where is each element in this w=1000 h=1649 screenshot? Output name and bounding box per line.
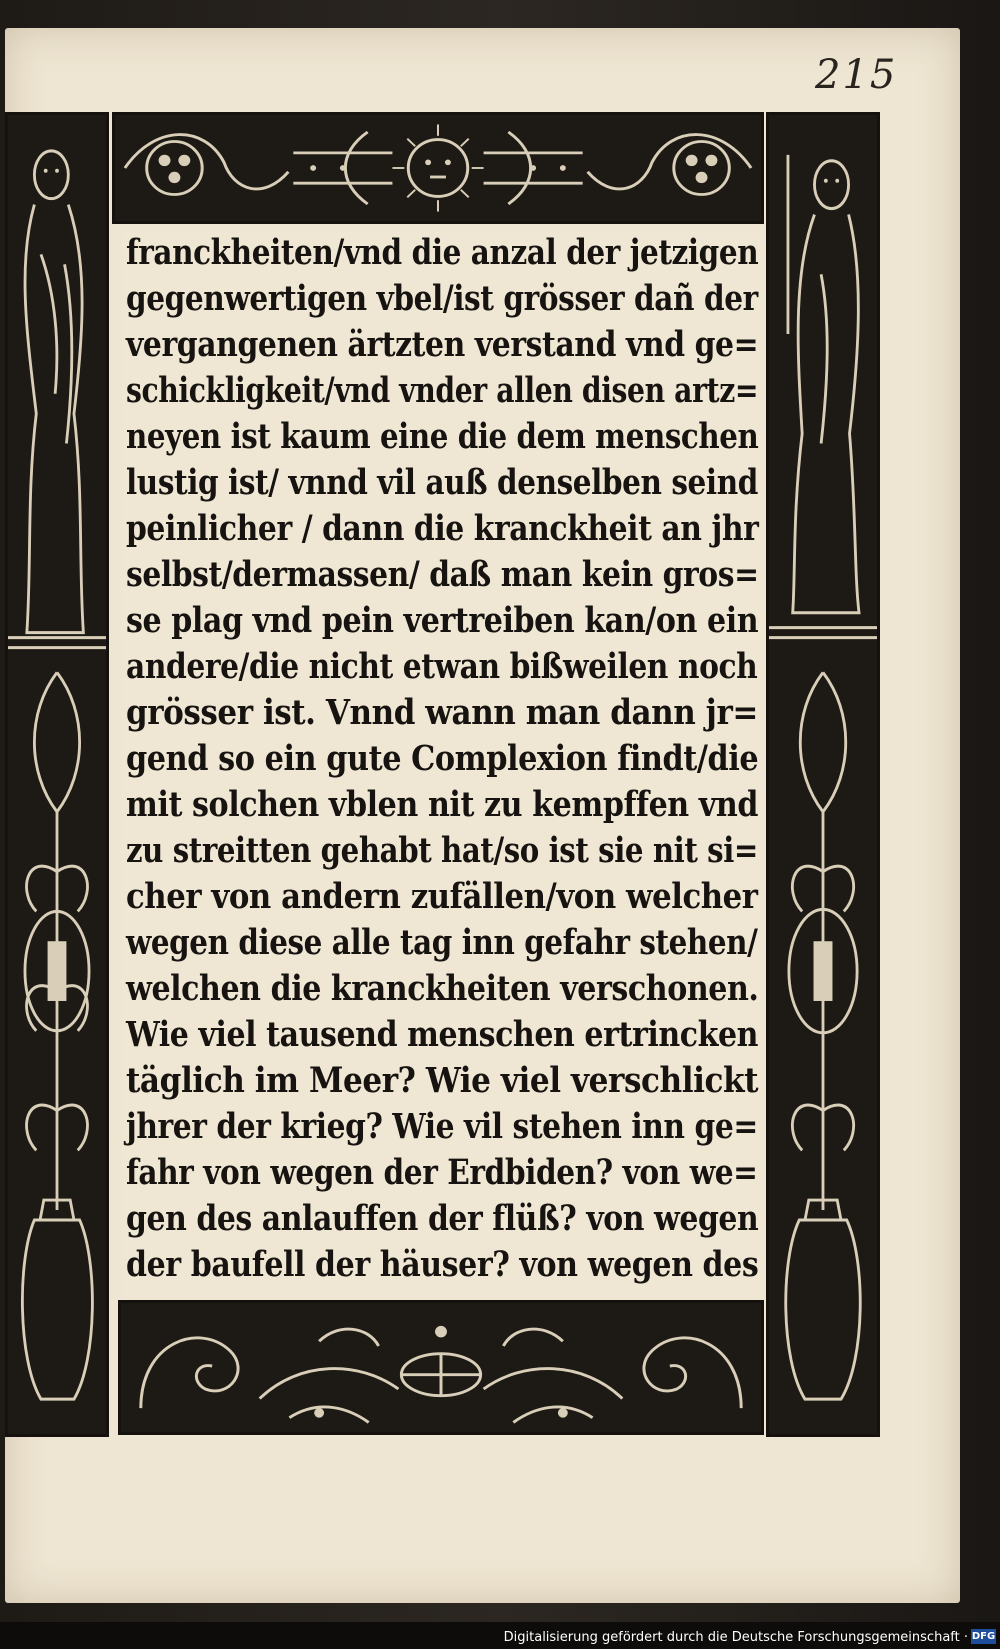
dfg-logo: DFG [971,1631,996,1642]
woman-figure-column-icon [8,115,106,1434]
text-line: neyen ist kaum eine die dem menschen [126,416,759,457]
right-woodcut-column [766,112,880,1437]
scrollwork-ornament-icon [121,1303,761,1432]
woman-figure-column-icon [769,115,877,1434]
text-line: peinlicher / dann die kranckheit an jhr [126,508,759,549]
text-line: gend so ein gute Complexion findt/die [126,738,759,779]
text-line: welchen die kranckheiten verschonen. [126,968,759,1009]
top-woodcut-panel [112,112,764,224]
text-line: wegen diese alle tag inn gefahr stehen/ [126,922,758,963]
text-line: gen des anlauffen der flüß? von wegen [126,1198,759,1239]
text-line: schickligkeit/vnd vnder allen disen artz= [126,370,759,411]
text-line: gegenwertigen vbel/ist grösser dañ der [126,278,758,319]
text-line: der baufell der häuser? von wegen des [126,1244,759,1285]
folio-number: 215 [815,52,898,98]
text-line: lustig ist/ vnnd vil auß denselben seind [126,462,758,503]
text-line: fahr von wegen der Erdbiden? von we= [126,1152,758,1193]
text-line: täglich im Meer? Wie viel verschlickt [126,1060,759,1101]
text-line: jhrer der krieg? Wie vil stehen inn ge= [126,1106,758,1147]
bottom-woodcut-panel [118,1300,764,1435]
funding-credit: Digitalisierung gefördert durch die Deutsche Forschungsgemeinschaft · [503,1630,968,1645]
sun-moon-ornament-icon [115,115,761,221]
text-line: zu streitten gehabt hat/so ist sie nit si= [126,830,758,871]
text-line: se plag vnd pein vertreiben kan/on ein [126,600,759,641]
text-line: grösser ist. Vnnd wann man dann jr= [126,692,758,733]
left-woodcut-column [5,112,109,1437]
text-line: mit solchen vblen nit zu kempffen vnd [126,784,759,825]
text-block [122,232,762,1297]
text-line: andere/die nicht etwan bißweilen noch [126,646,758,687]
text-line: Wie viel tausend menschen ertrincken [126,1014,759,1055]
text-line: cher von andern zufällen/von welcher [126,876,758,917]
text-line: selbst/dermassen/ daß man kein gros= [126,554,759,595]
text-line: franckheiten/vnd die anzal der jetzigen [126,232,759,273]
text-line: vergangenen ärtzten verstand vnd ge= [126,324,759,365]
